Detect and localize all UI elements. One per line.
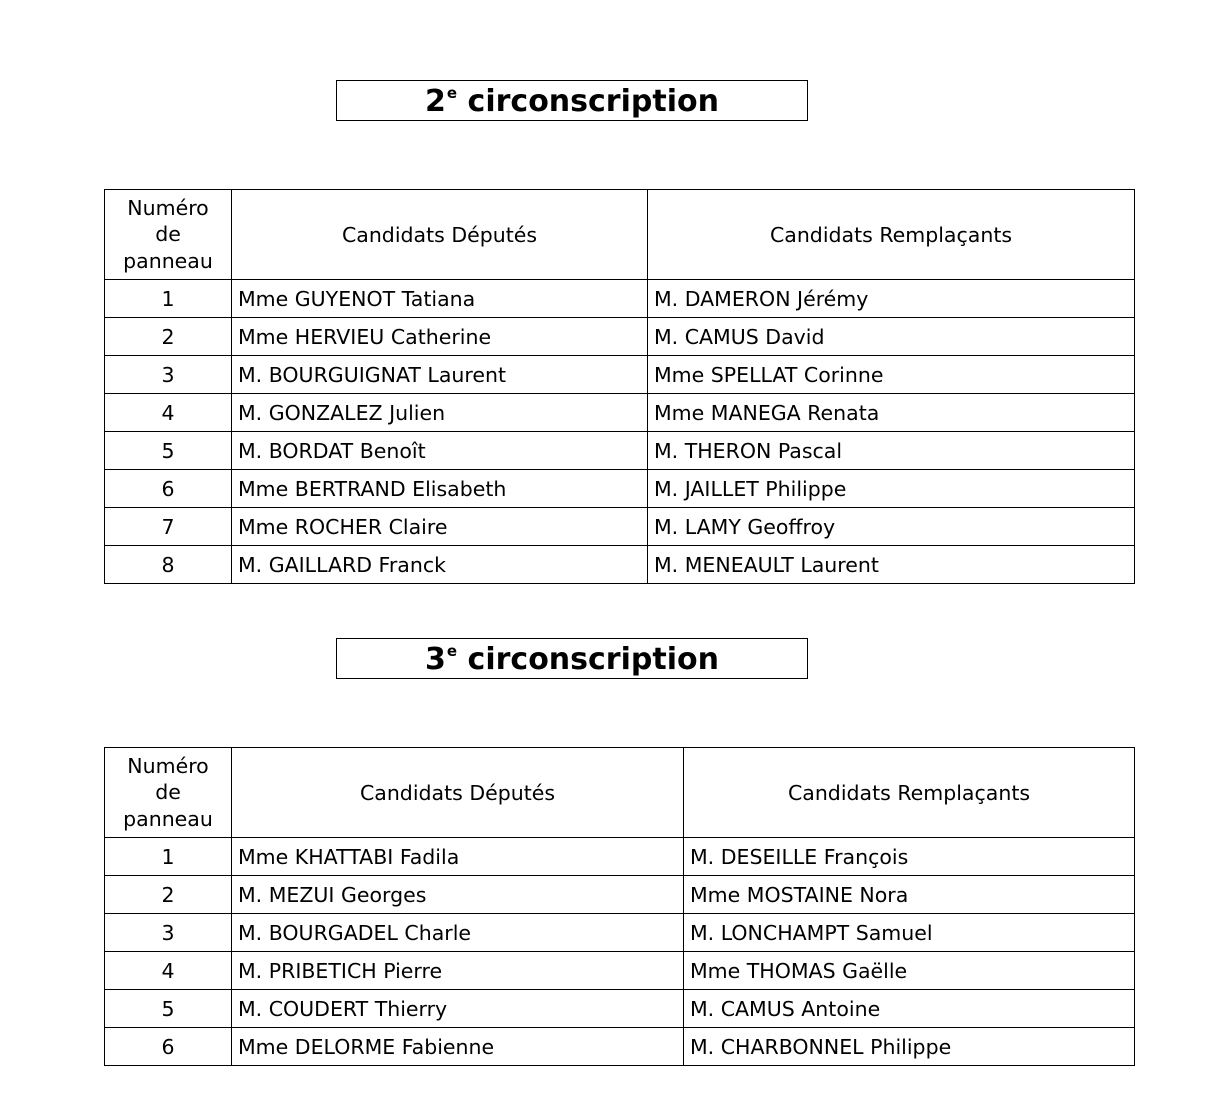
table-row: [105, 876, 1135, 914]
header-numero-line: Numéro: [127, 753, 209, 778]
remplacant-name: M. CAMUS David: [648, 318, 1135, 356]
header-candidats-remplacants: Candidats Remplaçants: [684, 748, 1135, 838]
depute-name: M. BOURGADEL Charle: [232, 914, 684, 952]
depute-name: Mme ROCHER Claire: [232, 508, 648, 546]
panel-number: 2: [105, 876, 232, 914]
table-row: [105, 838, 1135, 876]
table-row: [105, 356, 1135, 394]
panel-number: 1: [105, 280, 232, 318]
remplacant-name: Mme MANEGA Renata: [648, 394, 1135, 432]
panel-number: 7: [105, 508, 232, 546]
panel-number: 5: [105, 432, 232, 470]
table-header-row: [105, 748, 1135, 838]
header-numero-panneau: [105, 190, 232, 280]
depute-name: M. BOURGUIGNAT Laurent: [232, 356, 648, 394]
table-row: [105, 318, 1135, 356]
panel-number: 4: [105, 952, 232, 990]
panel-number: 5: [105, 990, 232, 1028]
title-text: circonscription: [457, 642, 719, 677]
remplacant-name: M. CAMUS Antoine: [684, 990, 1135, 1028]
remplacant-name: Mme THOMAS Gaëlle: [684, 952, 1135, 990]
depute-name: M. GAILLARD Franck: [232, 546, 648, 584]
depute-name: M. COUDERT Thierry: [232, 990, 684, 1028]
table-row: [105, 470, 1135, 508]
header-candidats-deputes: Candidats Députés: [232, 190, 648, 280]
table-row: [105, 394, 1135, 432]
header-numero-line: Numéro: [127, 195, 209, 220]
panel-number: 2: [105, 318, 232, 356]
remplacant-name: M. MENEAULT Laurent: [648, 546, 1135, 584]
candidates-table: [104, 747, 1135, 1066]
remplacant-name: Mme MOSTAINE Nora: [684, 876, 1135, 914]
header-candidats-remplacants: Candidats Remplaçants: [648, 190, 1135, 280]
remplacant-name: M. LAMY Geoffroy: [648, 508, 1135, 546]
table-row: [105, 914, 1135, 952]
table-row: [105, 952, 1135, 990]
remplacant-name: M. LONCHAMPT Samuel: [684, 914, 1135, 952]
candidates-table: [104, 189, 1135, 584]
panel-number: 6: [105, 470, 232, 508]
panel-number: 3: [105, 356, 232, 394]
remplacant-name: M. THERON Pascal: [648, 432, 1135, 470]
remplacant-name: M. JAILLET Philippe: [648, 470, 1135, 508]
section-title: [336, 80, 808, 121]
header-de-line: de: [155, 222, 181, 247]
table-row: [105, 546, 1135, 584]
header-panneau-line: panneau: [123, 806, 213, 831]
table-row: [105, 280, 1135, 318]
panel-number: 1: [105, 838, 232, 876]
header-numero-panneau: [105, 748, 232, 838]
title-number: 2: [425, 84, 446, 119]
depute-name: M. MEZUI Georges: [232, 876, 684, 914]
title-suffix: e: [446, 642, 458, 660]
table-header-row: [105, 190, 1135, 280]
depute-name: Mme GUYENOT Tatiana: [232, 280, 648, 318]
panel-number: 6: [105, 1028, 232, 1066]
panel-number: 4: [105, 394, 232, 432]
header-candidats-deputes: Candidats Députés: [232, 748, 684, 838]
title-text: circonscription: [457, 84, 719, 119]
table-row: [105, 1028, 1135, 1066]
depute-name: Mme BERTRAND Elisabeth: [232, 470, 648, 508]
depute-name: M. PRIBETICH Pierre: [232, 952, 684, 990]
panel-number: 3: [105, 914, 232, 952]
table-row: [105, 432, 1135, 470]
table-row: [105, 990, 1135, 1028]
remplacant-name: M. DESEILLE François: [684, 838, 1135, 876]
depute-name: Mme HERVIEU Catherine: [232, 318, 648, 356]
depute-name: Mme KHATTABI Fadila: [232, 838, 684, 876]
remplacant-name: M. CHARBONNEL Philippe: [684, 1028, 1135, 1066]
remplacant-name: M. DAMERON Jérémy: [648, 280, 1135, 318]
section-title: [336, 638, 808, 679]
title-suffix: e: [446, 84, 458, 102]
depute-name: M. GONZALEZ Julien: [232, 394, 648, 432]
panel-number: 8: [105, 546, 232, 584]
table-row: [105, 508, 1135, 546]
title-number: 3: [425, 642, 446, 677]
depute-name: M. BORDAT Benoît: [232, 432, 648, 470]
header-panneau-line: panneau: [123, 248, 213, 273]
depute-name: Mme DELORME Fabienne: [232, 1028, 684, 1066]
header-de-line: de: [155, 780, 181, 805]
remplacant-name: Mme SPELLAT Corinne: [648, 356, 1135, 394]
